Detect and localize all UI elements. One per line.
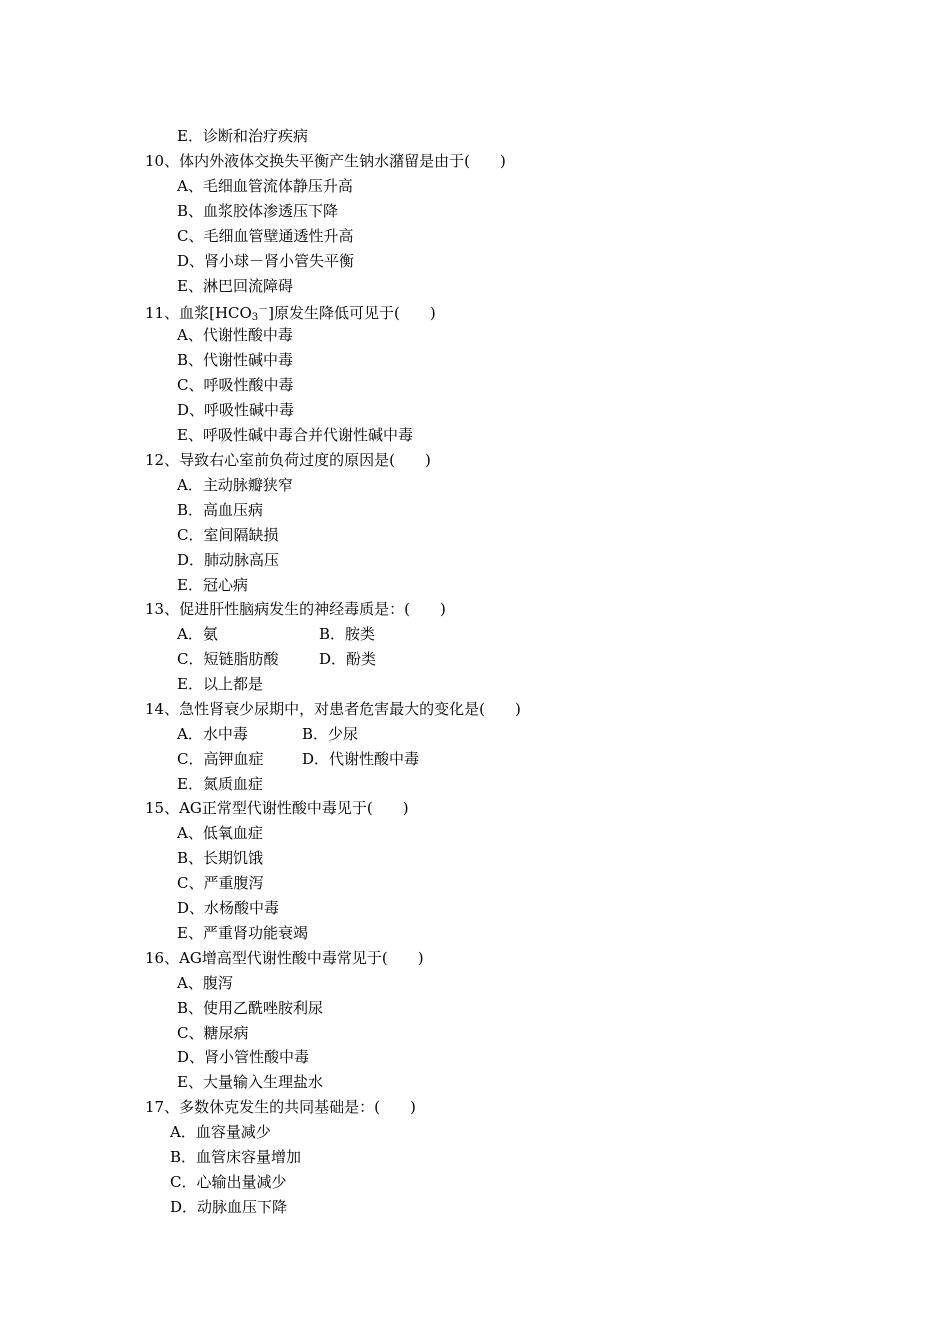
q11-stem-superscript: － [258,304,269,315]
q15-option-b: B、长期饥饿 [177,849,264,867]
q14-option-e: E．氮质血症 [177,775,263,793]
q10-option-b: B、血浆胶体渗透压下降 [177,202,339,220]
q12-option-b: B．高血压病 [177,501,264,519]
q11-stem [145,300,436,328]
q13-option-d: D．酚类 [319,650,377,668]
q17-option-b: B．血管床容量增加 [170,1148,302,1166]
q13-stem: 13、促进肝性脑病发生的神经毒质是：( ) [145,600,446,618]
q11-stem-suffix: ]原发生降低可见于( ) [268,304,436,322]
q16-option-e: E、大量输入生理盐水 [177,1073,323,1091]
q11-stem-subscript: 3 [251,312,259,323]
q16-stem: 16、AG增高型代谢性酸中毒常见于( ) [145,949,424,967]
q14-option-b: B．少尿 [302,725,359,743]
q16-option-c: C、糖尿病 [177,1024,249,1042]
q17-option-c: C．心输出量减少 [170,1173,287,1191]
q10-option-d: D、肾小球－肾小管失平衡 [177,252,355,270]
q15-option-d: D、水杨酸中毒 [177,899,280,917]
q11-option-e: E、呼吸性碱中毒合并代谢性碱中毒 [177,426,413,444]
q14-option-a: A．水中毒 [177,725,248,743]
q13-option-c: C．短链脂肪酸 [177,650,279,668]
q14-option-d: D．代谢性酸中毒 [302,750,420,768]
q14-option-c: C．高钾血症 [177,750,264,768]
q9-option-e: E．诊断和治疗疾病 [177,127,308,145]
q10-option-e: E、淋巴回流障碍 [177,277,293,295]
q13-option-b: B．胺类 [319,625,376,643]
q17-option-d: D．动脉血压下降 [170,1198,288,1216]
q10-stem: 10、体内外液体交换失平衡产生钠水潴留是由于( ) [145,152,506,170]
q11-option-d: D、呼吸性碱中毒 [177,401,295,419]
q12-option-a: A．主动脉瓣狭窄 [177,476,293,494]
q15-option-e: E、严重肾功能衰竭 [177,924,308,942]
q11-stem-prefix: 11、血浆[HCO [145,304,252,322]
q15-stem: 15、AG正常型代谢性酸中毒见于( ) [145,799,409,817]
q11-option-a: A、代谢性酸中毒 [177,326,293,344]
q17-stem: 17、多数休克发生的共同基础是：( ) [145,1098,416,1116]
q10-option-a: A、毛细血管流体静压升高 [177,177,353,195]
q11-option-b: B、代谢性碱中毒 [177,351,294,369]
q15-option-a: A、低氧血症 [177,824,263,842]
q13-option-a: A．氨 [177,625,218,643]
q12-option-d: D．肺动脉高压 [177,551,280,569]
q14-stem: 14、急性肾衰少尿期中，对患者危害最大的变化是( ) [145,700,521,718]
q17-option-a: A．血容量减少 [170,1123,271,1141]
q10-option-c: C、毛细血管壁通透性升高 [177,227,354,245]
q16-option-d: D、肾小管性酸中毒 [177,1048,310,1066]
q13-option-e: E．以上都是 [177,675,263,693]
q15-option-c: C、严重腹泻 [177,874,264,892]
q16-option-b: B、使用乙酰唑胺利尿 [177,999,324,1017]
q12-option-c: C．室间隔缺损 [177,526,279,544]
q12-stem: 12、导致右心室前负荷过度的原因是( ) [145,451,431,469]
q16-option-a: A、腹泻 [177,974,233,992]
q11-option-c: C、呼吸性酸中毒 [177,376,294,394]
q12-option-e: E．冠心病 [177,576,248,594]
